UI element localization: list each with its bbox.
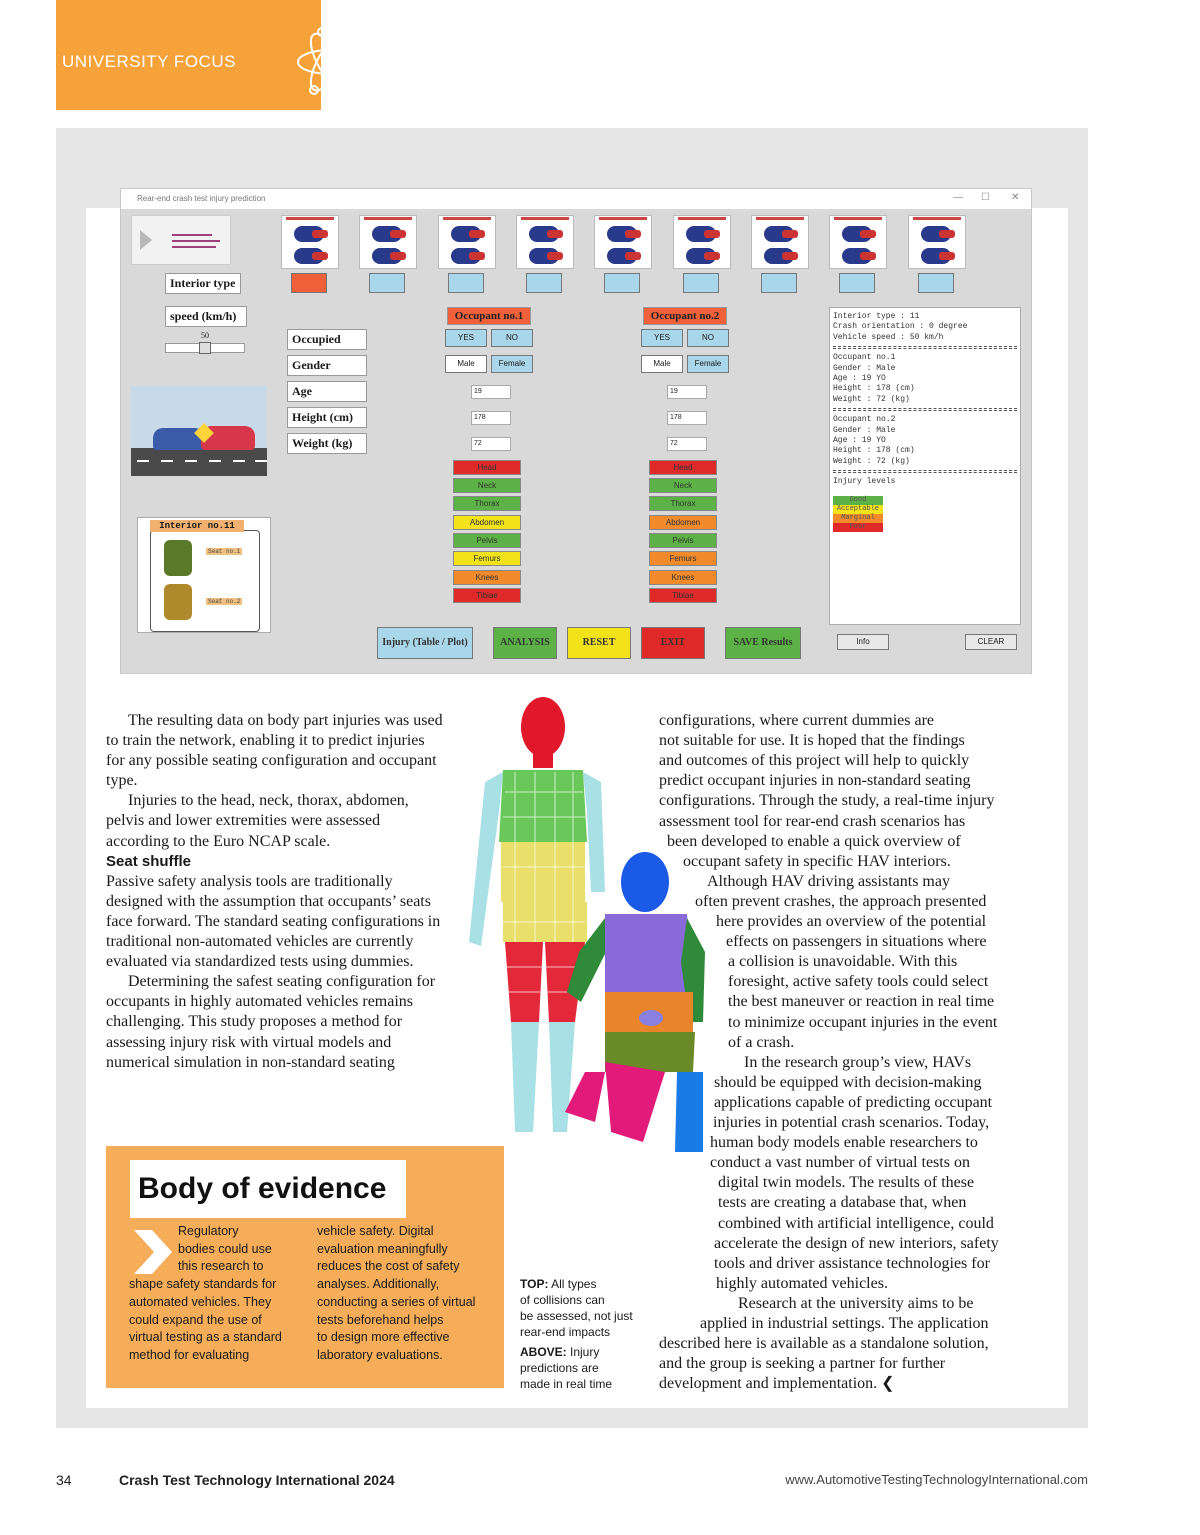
occupant-1-injury-head: Head (453, 460, 521, 475)
level-acceptable: Acceptable (833, 505, 883, 514)
box-text-line: laboratory evaluations. (317, 1347, 443, 1362)
interior-select-button[interactable] (918, 273, 954, 293)
close-icon[interactable]: ✕ (1011, 192, 1020, 203)
box-text-line: could expand the use of (129, 1312, 262, 1327)
occupant-2-no-button[interactable]: NO (687, 329, 729, 347)
text-line: described here is available as a standalone solution, (659, 1335, 989, 1353)
occupant-1-weight-input[interactable]: 72 (471, 437, 511, 451)
text-line: human body models enable researchers to (710, 1134, 978, 1152)
text-line: applied in industrial settings. The application (700, 1315, 989, 1332)
info-button[interactable]: Info (837, 634, 889, 650)
interior-thumb[interactable] (751, 215, 809, 269)
interior-thumb[interactable] (516, 215, 574, 269)
minimize-icon[interactable]: — (953, 192, 963, 203)
occupant-2-male-button[interactable]: Male (641, 355, 683, 373)
section-tag (56, 0, 321, 110)
caption-line: be assessed, not just (520, 1309, 633, 1323)
title-bar (121, 189, 1031, 209)
caption-line: Injury (566, 1345, 600, 1359)
exit-button[interactable]: EXIT (641, 627, 705, 659)
page-number: 34 (56, 1472, 72, 1488)
box-text-line: automated vehicles. They (129, 1294, 272, 1309)
seated-body-model (565, 852, 705, 1152)
caption-above-label: ABOVE: (520, 1345, 567, 1359)
interior-thumb[interactable] (281, 215, 339, 269)
app-window (120, 188, 1032, 674)
occupant-2-yes-button[interactable]: YES (641, 329, 683, 347)
output-line: Injury levels (833, 477, 896, 487)
interior-thumb[interactable] (829, 215, 887, 269)
occupant-2-age-input[interactable]: 19 (667, 385, 707, 399)
interior-select-button[interactable] (761, 273, 797, 293)
box-text-line: to design more effective (317, 1330, 450, 1345)
occupant-2-title: Occupant no.2 (643, 307, 727, 325)
occupant-1-female-button[interactable]: Female (491, 355, 533, 373)
occupant-2-injury-abdomen: Abdomen (649, 515, 717, 530)
speed-slider[interactable] (165, 331, 245, 353)
seat-1-icon (164, 540, 192, 576)
clear-button[interactable]: CLEAR (965, 634, 1017, 650)
occupant-1-title: Occupant no.1 (447, 307, 531, 325)
section-label: UNIVERSITY FOCUS (62, 52, 236, 71)
text-line: assessment tool for rear-end crash scenarios has (659, 812, 966, 830)
maximize-icon[interactable]: ☐ (981, 192, 990, 203)
text-line: foresight, active safety tools could select (728, 973, 989, 991)
paragraph: The resulting data on body part injuries was used to train the network, enabling it to predict injuries for any possible seating configuration and occupant type. (106, 712, 443, 790)
occupant-1-height-input[interactable]: 178 (471, 411, 511, 425)
text-line: applications capable of predicting occupant (714, 1093, 993, 1111)
text-line: tests are creating a database that, when (718, 1194, 967, 1212)
text-line: Research at the university aims to be (738, 1294, 974, 1312)
interior-thumb[interactable] (438, 215, 496, 269)
occupant-1-injury-tibiae: Tibiae (453, 588, 521, 603)
occupant-1-yes-button[interactable]: YES (445, 329, 487, 347)
occupant-2-injury-knees: Knees (649, 570, 717, 585)
height-label: Height (cm) (287, 407, 367, 428)
text-line: accelerate the design of new interiors, safety (714, 1234, 999, 1252)
paragraph: Injuries to the head, neck, thorax, abdomen, pelvis and lower extremities were assessed according to the Euro NCAP scale. (106, 792, 409, 850)
output-line: Vehicle speed : 50 km/h (833, 332, 944, 342)
box-text-line: reduces the cost of safety (317, 1259, 460, 1274)
text-line: Although HAV driving assistants may (707, 872, 950, 890)
speed-label: speed (km/h) (165, 306, 247, 327)
text-line: and outcomes of this project will help to quickly (659, 752, 970, 770)
crash-scene-illustration (131, 386, 267, 476)
interior-thumb[interactable] (908, 215, 966, 269)
output-line: Occupant no.2 (833, 415, 896, 425)
text-line: often prevent crashes, the approach presented (695, 892, 987, 910)
occupant-1-injury-pelvis: Pelvis (453, 533, 521, 548)
occupant-2-injury-neck: Neck (649, 478, 717, 493)
interior-diagram (137, 517, 271, 633)
body-of-evidence-box (106, 1146, 504, 1388)
occupant-1-injury-abdomen: Abdomen (453, 515, 521, 530)
injury-table-plot-button[interactable]: Injury (Table / Plot) (377, 627, 473, 659)
box-text-line: analyses. Additionally, (317, 1277, 440, 1292)
output-line: Height : 178 (cm) (833, 384, 915, 394)
occupant-1-injury-neck: Neck (453, 478, 521, 493)
output-line: Weight : 72 (kg) (833, 456, 910, 466)
output-line: Crash orientation : 0 degree (833, 322, 968, 332)
caption-above (520, 1344, 612, 1392)
occupant-2-height-input[interactable]: 178 (667, 411, 707, 425)
text-line: In the research group’s view, HAVs (744, 1053, 972, 1071)
box-text-line: this research to (178, 1259, 264, 1274)
caption-line: All types (548, 1277, 597, 1291)
box-text-line: Regulatory (178, 1224, 239, 1238)
occupant-1-male-button[interactable]: Male (445, 355, 487, 373)
text-line: occupant safety in specific HAV interiors. (683, 852, 951, 870)
occupant-2-injury-femurs: Femurs (649, 551, 717, 566)
occupant-1-injury-thorax: Thorax (453, 496, 521, 511)
gender-label: Gender (287, 355, 367, 376)
interior-select-button[interactable] (526, 273, 562, 293)
text-line: combined with artificial intelligence, could (718, 1214, 994, 1232)
speed-value: 50 (201, 331, 209, 340)
caption-line: of collisions can (520, 1293, 605, 1307)
output-line: Weight : 72 (kg) (833, 394, 910, 404)
institute-logo (131, 215, 231, 265)
box-text-line: bodies could use (178, 1241, 272, 1256)
weight-label: Weight (kg) (287, 433, 367, 454)
text-line: development and implementation. ❮ (659, 1375, 895, 1393)
occupant-2-injury-pelvis: Pelvis (649, 533, 717, 548)
interior-diagram-title: Interior no.11 (150, 520, 244, 532)
occupant-1-injury-femurs: Femurs (453, 551, 521, 566)
occupant-1-no-button[interactable]: NO (491, 329, 533, 347)
text-line: digital twin models. The results of these (718, 1174, 975, 1192)
save-results-button[interactable]: SAVE Results (725, 627, 801, 659)
occupant-2-injury-tibiae: Tibiae (649, 588, 717, 603)
box-text-line: vehicle safety. Digital (317, 1224, 434, 1238)
seat-1-label: Seat no.1 (208, 548, 241, 555)
caption-top-label: TOP: (520, 1277, 549, 1291)
age-label: Age (287, 381, 367, 402)
occupant-2-female-button[interactable]: Female (687, 355, 729, 373)
website-link[interactable]: www.AutomotiveTestingTechnologyInternational.com (785, 1472, 1088, 1487)
text-line: highly automated vehicles. (716, 1274, 888, 1292)
box-text-line: conducting a series of virtual (317, 1294, 476, 1309)
level-marginal: Marginal (833, 514, 883, 523)
text-line: predict occupant injuries in non-standard seating (659, 772, 971, 790)
chevron-right-icon (130, 1230, 174, 1274)
occupant-1-age-input[interactable]: 19 (471, 385, 511, 399)
text-line: been developed to enable a quick overview of (667, 832, 961, 850)
results-output-panel[interactable] (829, 307, 1021, 625)
text-line: injuries in potential crash scenarios. Today, (713, 1114, 990, 1131)
caption-line: made in real time (520, 1377, 613, 1391)
output-line: Gender : Male (833, 363, 896, 373)
box-text-line: evaluation meaningfully (317, 1241, 448, 1256)
text-line: configurations. Through the study, a real-time injury (659, 792, 995, 810)
output-line: Occupant no.1 (833, 353, 896, 363)
caption-line: rear-end impacts (520, 1325, 611, 1339)
interior-select-button[interactable] (839, 273, 875, 293)
text-line: conduct a vast number of virtual tests on (710, 1154, 970, 1172)
caption-top (520, 1276, 633, 1340)
seat-2-icon (164, 584, 192, 620)
analysis-button[interactable]: ANALYSIS (493, 627, 557, 659)
output-line: Height : 178 (cm) (833, 446, 915, 456)
box-title: Body of evidence (130, 1160, 406, 1218)
box-text-line: method for evaluating (129, 1347, 250, 1362)
window-title: Rear-end crash test injury prediction (137, 194, 266, 203)
interior-select-button[interactable] (291, 273, 327, 293)
seat-2-label: Seat no.2 (208, 598, 241, 605)
occupant-2-weight-input[interactable]: 72 (667, 437, 707, 451)
interior-select-button[interactable] (369, 273, 405, 293)
standing-body-model (469, 697, 605, 1132)
interior-thumb[interactable] (359, 215, 417, 269)
text-line: the best maneuver or reaction in real time (728, 993, 995, 1011)
box-text-line: virtual testing as a standard (129, 1330, 282, 1345)
paragraph: Determining the safest seating configuration for occupants in highly automated vehicles remains challenging. This study proposes a method for assessing injury risk with virtual models and numerical simulation in non-standard seating (106, 973, 436, 1071)
output-line: Gender : Male (833, 425, 896, 435)
text-line: and the group is seeking a partner for further (659, 1355, 946, 1373)
text-line: tools and driver assistance technologies for (714, 1254, 990, 1272)
text-line: should be equipped with decision-making (714, 1073, 982, 1091)
output-line: Age : 19 YO (833, 374, 886, 384)
caption-line: predictions are (520, 1361, 599, 1375)
text-line: a collision is unavoidable. With this (728, 953, 958, 971)
interior-select-button[interactable] (683, 273, 719, 293)
interior-select-button[interactable] (604, 273, 640, 293)
output-line: Age : 19 YO (833, 436, 886, 446)
box-text-line: tests beforehand helps (317, 1312, 444, 1327)
occupant-1-injury-knees: Knees (453, 570, 521, 585)
text-line: not suitable for use. It is hoped that the findings (659, 732, 965, 750)
article-column-1 (106, 711, 446, 1073)
publication-title: Crash Test Technology International 2024 (119, 1472, 395, 1488)
reset-button[interactable]: RESET (567, 627, 631, 659)
output-line: Interior type : 11 (833, 312, 920, 321)
text-line: here provides an overview of the potential (716, 913, 987, 930)
atom-icon (292, 24, 368, 100)
text-line: configurations, where current dummies are (659, 712, 935, 729)
interior-type-label: Interior type (165, 273, 241, 294)
occupant-2-injury-thorax: Thorax (649, 496, 717, 511)
interior-select-button[interactable] (448, 273, 484, 293)
text-line: of a crash. (728, 1033, 795, 1051)
level-poor: Poor (833, 523, 883, 532)
subheading: Seat shuffle (106, 852, 192, 870)
interior-thumb[interactable] (673, 215, 731, 269)
box-text-line: shape safety standards for (129, 1277, 277, 1292)
text-line: to minimize occupant injuries in the event (728, 1013, 998, 1031)
occupied-label: Occupied (287, 329, 367, 350)
occupant-2-injury-head: Head (649, 460, 717, 475)
interior-thumb[interactable] (594, 215, 652, 269)
paragraph: Passive safety analysis tools are traditionally designed with the assumption that occupants’ seats face forward. The standard seating configurations in traditional non-automated vehicles are currently evaluated via standardized tests using dummies. (106, 872, 441, 971)
text-line: effects on passengers in situations where (726, 933, 987, 951)
level-good: Good (833, 496, 883, 505)
